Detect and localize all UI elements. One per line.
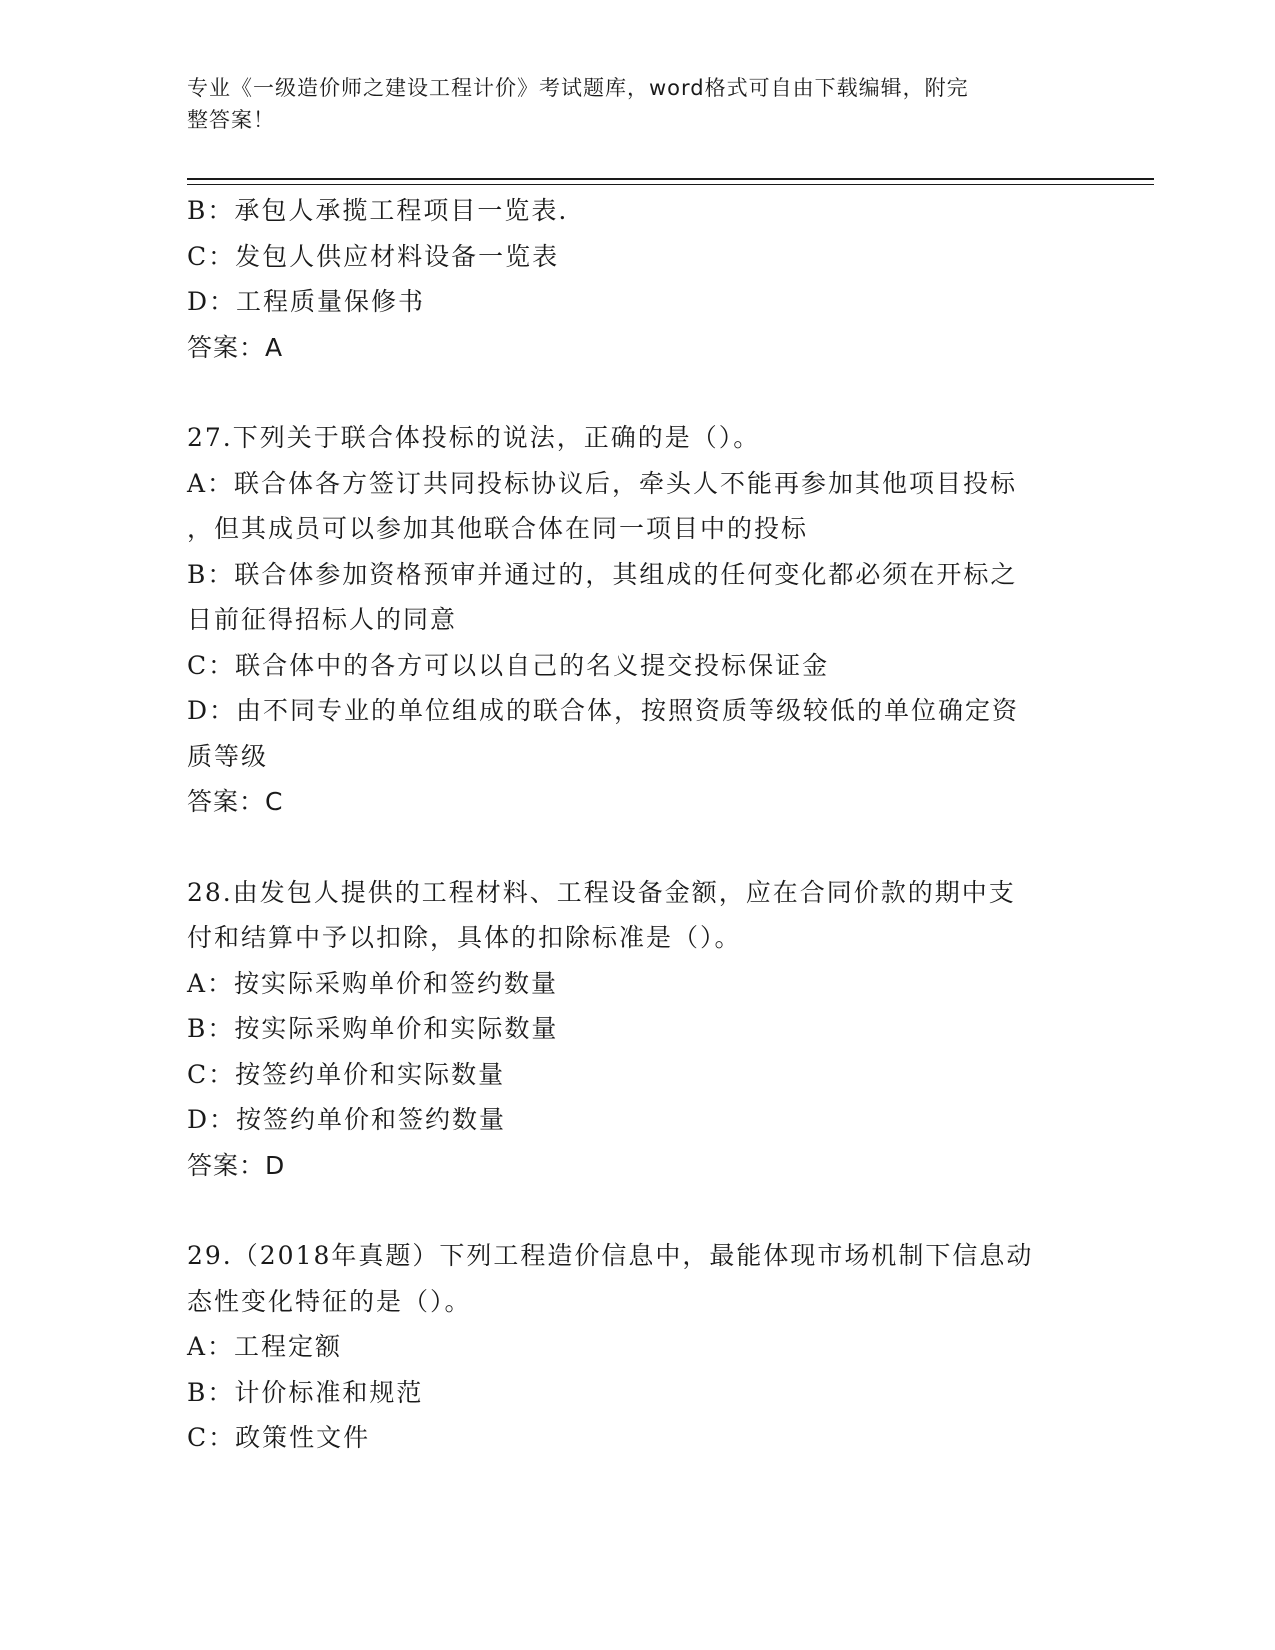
option-c: C：按签约单价和实际数量 xyxy=(187,1059,506,1089)
question-28 xyxy=(187,870,1087,1189)
option-a: A：工程定额 xyxy=(187,1332,343,1361)
header-divider-thin xyxy=(187,184,1154,185)
question-stem-continued: 态性变化特征的是（）。 xyxy=(187,1286,472,1316)
question-content xyxy=(187,188,1087,1461)
option-d: D：由不同专业的单位组成的联合体，按照资质等级较低的单位确定资 xyxy=(187,696,1020,725)
option-b: B：承包人承揽工程项目一览表. xyxy=(187,196,569,225)
option-d: D：按签约单价和签约数量 xyxy=(187,1105,507,1134)
option-d-continued: 质等级 xyxy=(187,741,269,771)
question-stem: 28.由发包人提供的工程材料、工程设备金额，应在合同价款的期中支 xyxy=(187,877,1016,907)
answer: 答案：A xyxy=(187,332,284,362)
header-divider-thick xyxy=(187,178,1154,180)
option-d: D：工程质量保修书 xyxy=(187,287,426,316)
header-line-1: 专业《一级造价师之建设工程计价》考试题库，word格式可自由下载编辑，附完 xyxy=(187,76,969,100)
answer: 答案：D xyxy=(187,1150,286,1180)
question-stem: 27.下列关于联合体投标的说法，正确的是（）。 xyxy=(187,423,761,452)
option-b: B：联合体参加资格预审并通过的，其组成的任何变化都必须在开标之 xyxy=(187,559,1018,589)
question-27 xyxy=(187,415,1087,825)
option-c: C：政策性文件 xyxy=(187,1423,371,1452)
question-29 xyxy=(187,1233,1087,1461)
option-b: B：计价标准和规范 xyxy=(187,1377,424,1407)
answer: 答案：C xyxy=(187,787,284,816)
option-c: C：发包人供应材料设备一览表 xyxy=(187,241,560,271)
option-c: C：联合体中的各方可以以自己的名义提交投标保证金 xyxy=(187,650,830,680)
question-26-tail xyxy=(187,188,1087,370)
header-line-2: 整答案！ xyxy=(187,108,275,132)
option-a-continued: ，但其成员可以参加其他联合体在同一项目中的投标 xyxy=(187,514,809,543)
option-a: A：联合体各方签订共同投标协议后，牵头人不能再参加其他项目投标 xyxy=(187,468,1018,498)
option-b: B：按实际采购单价和实际数量 xyxy=(187,1014,559,1043)
question-stem-continued: 付和结算中予以扣除，具体的扣除标准是（）。 xyxy=(187,923,742,952)
page-header xyxy=(187,72,1087,136)
question-stem: 29.（2018年真题）下列工程造价信息中，最能体现市场机制下信息动 xyxy=(187,1241,1034,1270)
option-b-continued: 日前征得招标人的同意 xyxy=(187,605,458,634)
option-a: A：按实际采购单价和签约数量 xyxy=(187,968,559,998)
